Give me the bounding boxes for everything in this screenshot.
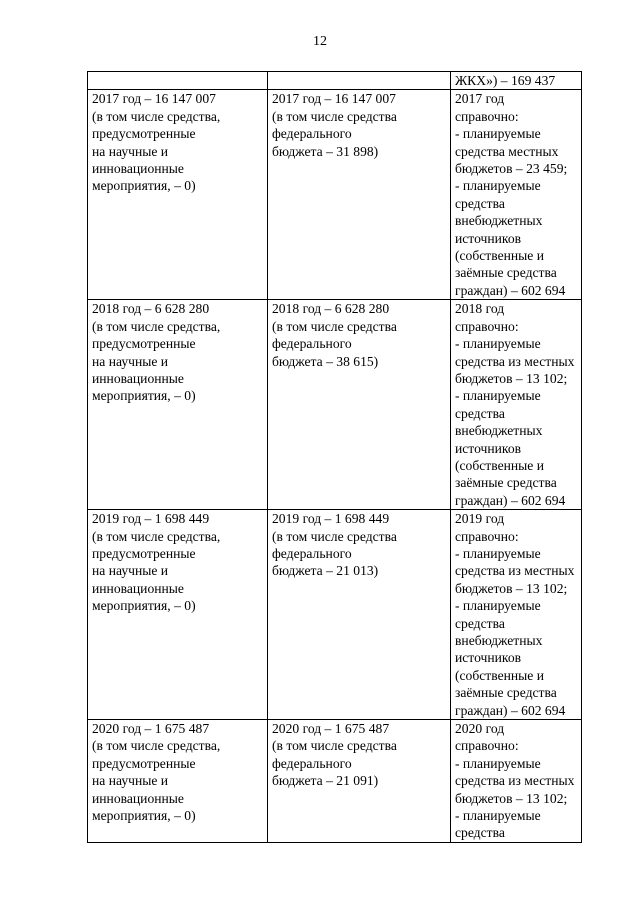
cell-text-line: инновационные (92, 790, 184, 806)
cell-text-line: - планируемые (455, 598, 541, 614)
cell-text-line: инновационные (92, 580, 184, 596)
table-cell-federal (268, 510, 451, 720)
cell-text-line: 2017 год – 16 147 007 (92, 91, 216, 107)
cell-text-line: внебюджетных (455, 213, 543, 229)
cell-text-line: средства местных (455, 143, 559, 159)
cell-text-line: 2020 год (455, 721, 505, 737)
table-cell-program-total (88, 510, 268, 720)
cell-text-line: средства (455, 195, 505, 211)
cell-text-line: бюджетов – 13 102; (455, 790, 568, 806)
cell-text-line: (в том числе средства (272, 528, 397, 544)
table-cell-program-total (88, 90, 268, 300)
cell-text-line: справочно: (455, 528, 519, 544)
cell-text-line: мероприятия, – 0) (92, 598, 196, 614)
cell-text-line: мероприятия, – 0) (92, 388, 196, 404)
cell-text-line: предусмотренные (92, 126, 196, 142)
cell-text-line: бюджета – 21 013) (272, 563, 379, 579)
cell-text-line: предусмотренные (92, 545, 196, 561)
cell-text-line: граждан) – 602 694 (455, 282, 566, 298)
cell-text-line: - планируемые (455, 545, 541, 561)
cell-text-line: средства из местных (455, 563, 575, 579)
cell-text-line: бюджета – 31 898) (272, 143, 379, 159)
table-row (88, 510, 582, 720)
cell-text-line: внебюджетных (455, 423, 543, 439)
table-cell-reference: ЖКХ») – 169 437 (451, 72, 582, 90)
cell-text-line: предусмотренные (92, 336, 196, 352)
funding-table (87, 71, 582, 843)
cell-text-line: 2018 год – 6 628 280 (272, 301, 390, 317)
cell-text-line: (в том числе средства, (92, 528, 221, 544)
cell-text-line: заёмные средства (455, 265, 557, 281)
cell-text-line: бюджета – 38 615) (272, 353, 379, 369)
cell-text-line: на научные и (92, 563, 169, 579)
cell-text-line: федерального (272, 755, 352, 771)
table-cell-reference (451, 90, 582, 300)
table-cell-reference (451, 300, 582, 510)
cell-text-line: предусмотренные (92, 755, 196, 771)
table-cell-program-total (88, 300, 268, 510)
cell-text-line: 2019 год – 1 698 449 (272, 511, 390, 527)
page-number: 12 (313, 34, 327, 49)
cell-text-line: (в том числе средства, (92, 318, 221, 334)
table-cell-federal (268, 90, 451, 300)
cell-text-line: (в том числе средства (272, 318, 397, 334)
cell-text-line: 2018 год – 6 628 280 (92, 301, 210, 317)
cell-text-line: федерального (272, 336, 352, 352)
cell-text-line: бюджетов – 23 459; (455, 161, 568, 177)
table-cell-federal (268, 72, 451, 90)
cell-text-line: мероприятия, – 0) (92, 178, 196, 194)
table-row (88, 90, 582, 300)
cell-text-line: средства из местных (455, 773, 575, 789)
cell-text-line: средства из местных (455, 353, 575, 369)
cell-text-line: заёмные средства (455, 475, 557, 491)
table-cell-federal (268, 300, 451, 510)
cell-text-line: бюджетов – 13 102; (455, 580, 568, 596)
cell-text-line: мероприятия, – 0) (92, 808, 196, 824)
cell-text-line: на научные и (92, 773, 169, 789)
cell-text-line: - планируемые (455, 388, 541, 404)
cell-text-line: 2020 год – 1 675 487 (272, 721, 390, 737)
cell-text-line: - планируемые (455, 336, 541, 352)
cell-text-line: федерального (272, 545, 352, 561)
table-body (88, 72, 582, 843)
cell-text-line: (собственные и (455, 667, 545, 683)
table-cell-reference (451, 720, 582, 843)
cell-text-line: 2019 год – 1 698 449 (92, 511, 210, 527)
table-row (88, 720, 582, 843)
cell-text-line: - планируемые (455, 178, 541, 194)
cell-text-line: на научные и (92, 353, 169, 369)
cell-text-line: бюджета – 21 091) (272, 773, 379, 789)
cell-text-line: бюджетов – 13 102; (455, 370, 568, 386)
cell-text-line: федерального (272, 126, 352, 142)
table-cell-reference (451, 510, 582, 720)
cell-text-line: (собственные и (455, 248, 545, 264)
cell-text-line: инновационные (92, 161, 184, 177)
table-cell-federal (268, 720, 451, 843)
cell-text-line: (собственные и (455, 457, 545, 473)
cell-text-line: граждан) – 602 694 (455, 702, 566, 718)
cell-text-line: (в том числе средства, (92, 738, 221, 754)
table-cell-program-total (88, 72, 268, 90)
cell-text-line: граждан) – 602 694 (455, 492, 566, 508)
cell-text-line: средства (455, 825, 505, 841)
cell-text-line: средства (455, 405, 505, 421)
cell-text-line: источников (455, 440, 522, 456)
table-row-continued (88, 72, 582, 90)
cell-text-line: средства (455, 615, 505, 631)
cell-text-line: справочно: (455, 108, 519, 124)
cell-text-line: - планируемые (455, 126, 541, 142)
table-cell-program-total (88, 720, 268, 843)
cell-text-line: - планируемые (455, 755, 541, 771)
cell-text-line: инновационные (92, 370, 184, 386)
cell-text-line: (в том числе средства (272, 108, 397, 124)
cell-text-line: (в том числе средства (272, 738, 397, 754)
cell-text-line: справочно: (455, 318, 519, 334)
cell-text-line: справочно: (455, 738, 519, 754)
cell-text-line: источников (455, 650, 522, 666)
cell-text-line: 2017 год (455, 91, 505, 107)
cell-text-line: - планируемые (455, 808, 541, 824)
cell-text-line: 2020 год – 1 675 487 (92, 721, 210, 737)
cell-text-line: заёмные средства (455, 685, 557, 701)
cell-text-line: 2018 год (455, 301, 505, 317)
cell-text-line: на научные и (92, 143, 169, 159)
cell-text-line: источников (455, 230, 522, 246)
cell-text-line: внебюджетных (455, 633, 543, 648)
cell-text-line: 2017 год – 16 147 007 (272, 91, 396, 107)
cell-text-line: 2019 год (455, 511, 505, 527)
table-row (88, 300, 582, 510)
cell-text-line: (в том числе средства, (92, 108, 221, 124)
